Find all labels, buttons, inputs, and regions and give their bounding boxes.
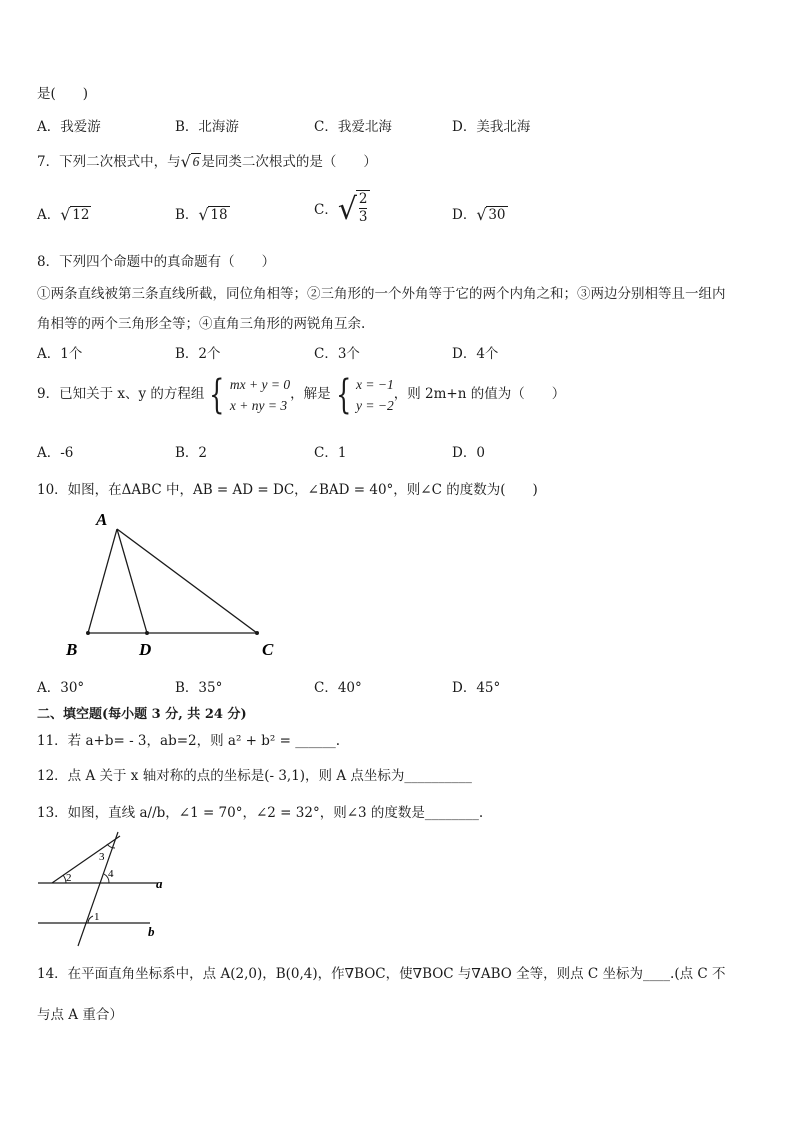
q9-option-a: A．-6: [37, 445, 74, 461]
q7-option-c: C． √ $\frac{2}{3}$: [314, 190, 370, 226]
label-b: B: [66, 640, 78, 659]
q13-text: 13．如图，直线 a//b，∠1 = 70°，∠2 = 32°，则∠3 的度数是________.: [37, 805, 484, 821]
q10-option-a: A．30°: [37, 680, 85, 696]
q10-option-b: B．35°: [175, 680, 223, 696]
q7-stem-a: 7．下列二次根式中，与: [37, 154, 181, 170]
q6-stem-tail: 是( ): [37, 86, 89, 102]
label-d: D: [139, 640, 152, 659]
q14-line2: 与点 A 重合）: [37, 1007, 123, 1023]
q11-text: 11．若 a+b= - 3，ab=2，则 a² + b² = ______.: [37, 733, 340, 749]
label-angle-3: 3: [99, 851, 105, 863]
label-angle-1: 1: [94, 911, 100, 923]
q7-option-a: A． √ 12: [37, 205, 90, 224]
q8-statement-line2: 角相等的两个三角形全等；④直角三角形的两锐角互余.: [37, 316, 366, 332]
segment-ad: [117, 529, 147, 633]
q9-stem: 9．已知关于 x、y 的方程组 { mx + y = 0 x + ny = 3 ，解是 { x = −1 y = −2 ，则 2m+n 的值为（ ）: [37, 371, 566, 418]
label-angle-2: 2: [66, 872, 72, 884]
q10-triangle-figure: [55, 505, 295, 665]
q9-option-d: D．0: [452, 445, 485, 461]
q10-option-c: C．40°: [314, 680, 362, 696]
q8-stem: 8．下列四个命题中的真命题有（ ）: [37, 254, 276, 270]
q14-line1: 14．在平面直角坐标系中，点 A(2,0)，B(0,4)，作∇BOC，使∇BOC 与∇ABO 全等，则点 C 坐标为____.(点 C 不: [37, 966, 726, 982]
point-d: [145, 631, 149, 635]
point-b: [86, 631, 90, 635]
q7-stem-b: 是同类二次根式的是（ ）: [201, 154, 377, 170]
q9-option-c: C．1: [314, 445, 347, 461]
q6-option-a: A．我爱游: [37, 119, 101, 135]
label-line-a: a: [156, 876, 163, 891]
q8-option-a: A．1个: [37, 346, 83, 362]
label-angle-4: 4: [108, 868, 114, 880]
q6-option-b: B．北海游: [175, 119, 239, 135]
section-title: 二、填空题(每小题 3 分, 共 24 分): [37, 707, 247, 722]
q10-stem: 10．如图，在ΔABC 中，AB = AD = DC，∠BAD = 40°，则∠C 的度数为( ): [37, 482, 538, 498]
transversal-lower: [78, 832, 118, 946]
point-c: [255, 631, 259, 635]
q13-parallel-lines-figure: [30, 828, 180, 953]
label-c: C: [262, 640, 274, 659]
segment-ab: [88, 529, 117, 633]
q7-stem: [37, 150, 377, 170]
q8-option-c: C．3个: [314, 346, 360, 362]
q8-statement-line1: ①两条直线被第三条直线所截，同位角相等；②三角形的一个外角等于它的两个内角之和；③两边分别相等且一组内: [37, 286, 726, 302]
q8-option-d: D．4个: [452, 346, 499, 362]
q6-option-d: D．美我北海: [452, 119, 531, 135]
q6-option-c: C．我爱北海: [314, 119, 392, 135]
q9-option-b: B．2: [175, 445, 208, 461]
q7-option-b: B． √ 18: [175, 205, 228, 224]
label-line-b: b: [148, 924, 155, 939]
label-a: A: [96, 510, 108, 529]
q12-text: 12．点 A 关于 x 轴对称的点的坐标是(- 3,1)，则 A 点坐标为__________: [37, 768, 472, 784]
segment-ac: [117, 529, 257, 633]
q8-option-b: B．2个: [175, 346, 221, 362]
q7-option-d: D． √ 30: [452, 205, 506, 224]
q7-stem-radical: √ 6: [180, 152, 200, 171]
q10-option-d: D．45°: [452, 680, 501, 696]
